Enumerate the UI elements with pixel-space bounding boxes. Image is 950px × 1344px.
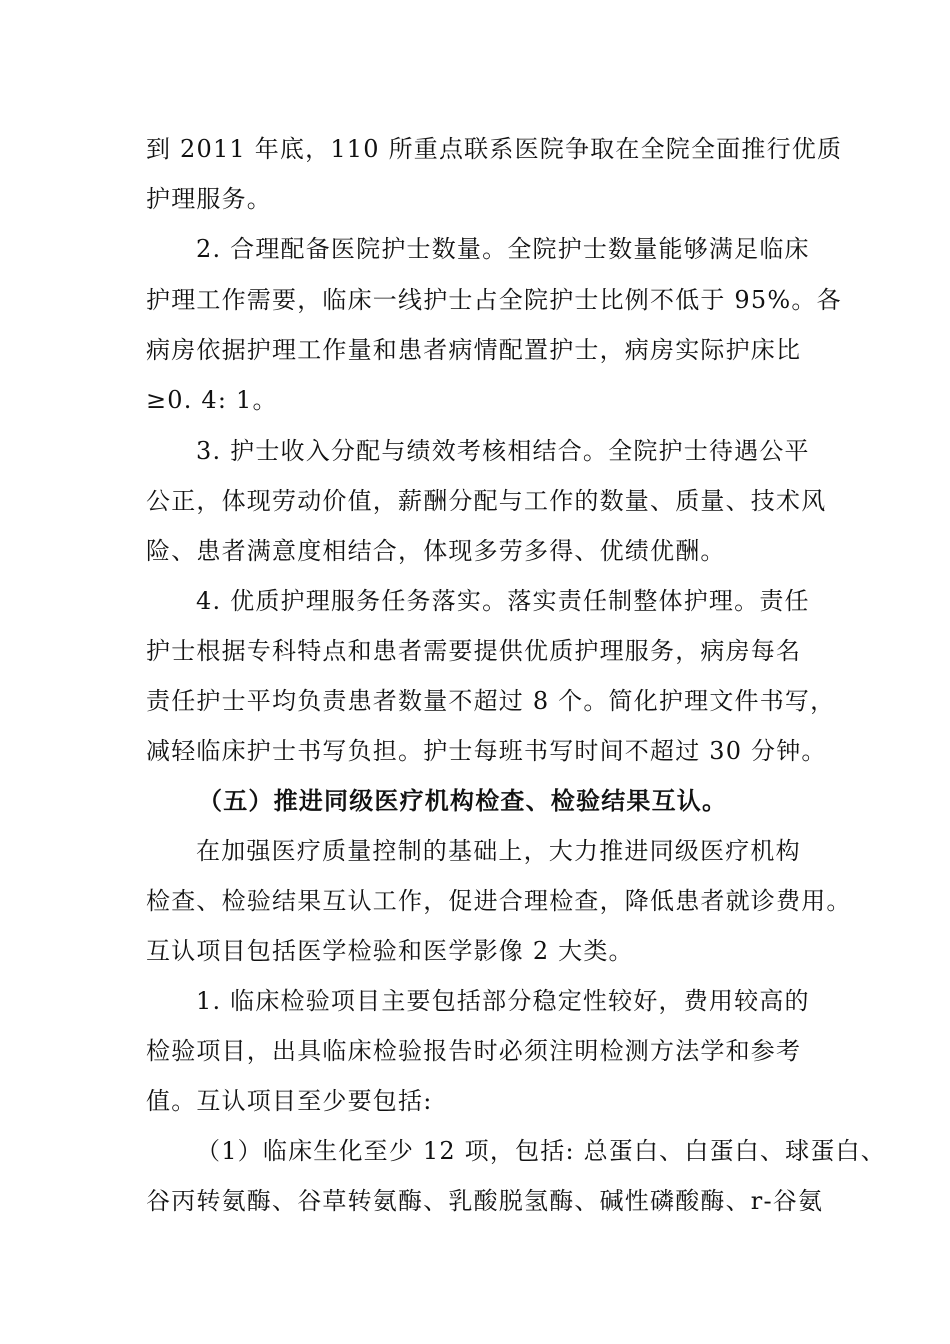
text-line: ≥0. 4: 1。 — [146, 386, 278, 414]
text-line: 2. 合理配备医院护士数量。全院护士数量能够满足临床 — [196, 235, 810, 263]
text-line: 值。互认项目至少要包括: — [146, 1087, 433, 1115]
text-line: 病房依据护理工作量和患者病情配置护士，病房实际护床比 — [146, 336, 802, 364]
text-line: 3. 护士收入分配与绩效考核相结合。全院护士待遇公平 — [196, 437, 810, 465]
text-line: （1）临床生化至少 12 项，包括: 总蛋白、白蛋白、球蛋白、 — [196, 1137, 886, 1165]
text-line: 1. 临床检验项目主要包括部分稳定性较好，费用较高的 — [196, 987, 810, 1015]
text-line: 谷丙转氨酶、谷草转氨酶、乳酸脱氢酶、碱性磷酸酶、r-谷氨 — [146, 1187, 824, 1215]
text-line: 责任护士平均负责患者数量不超过 8 个。简化护理文件书写， — [146, 687, 836, 715]
text-line: 在加强医疗质量控制的基础上，大力推进同级医疗机构 — [196, 837, 801, 865]
text-line: 减轻临床护士书写负担。护士每班书写时间不超过 30 分钟。 — [146, 737, 827, 765]
text-line: 险、患者满意度相结合，体现多劳多得、优绩优酬。 — [146, 537, 726, 565]
text-line: 检查、检验结果互认工作，促进合理检查，降低患者就诊费用。 — [146, 887, 852, 915]
text-line: 到 2011 年底，110 所重点联系医院争取在全院全面推行优质 — [146, 135, 843, 163]
text-line: 护理工作需要，临床一线护士占全院护士比例不低于 95%。各 — [146, 286, 842, 314]
text-line: 4. 优质护理服务任务落实。落实责任制整体护理。责任 — [196, 587, 810, 615]
text-line: 护理服务。 — [146, 185, 272, 213]
text-line: 公正，体现劳动价值，薪酬分配与工作的数量、质量、技术风 — [146, 487, 827, 515]
text-line: 护士根据专科特点和患者需要提供优质护理服务，病房每名 — [146, 637, 802, 665]
text-line: 检验项目，出具临床检验报告时必须注明检测方法学和参考 — [146, 1037, 802, 1065]
text-line: 互认项目包括医学检验和医学影像 2 大类。 — [146, 937, 634, 965]
section-heading: （五）推进同级医疗机构检查、检验结果互认。 — [198, 786, 728, 815]
